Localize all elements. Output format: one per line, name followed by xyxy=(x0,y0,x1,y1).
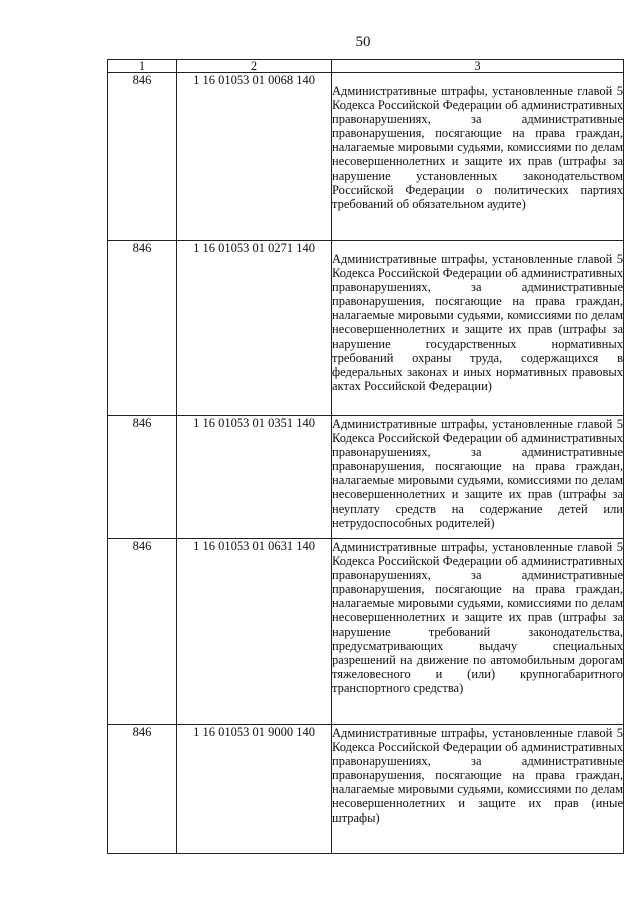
column-header-3: 3 xyxy=(332,60,624,73)
kbk-code-cell: 1 16 01053 01 0271 140 xyxy=(177,241,332,416)
page-number: 50 xyxy=(355,34,371,50)
kbk-code-cell: 1 16 01053 01 9000 140 xyxy=(177,725,332,854)
description-cell: Административные штрафы, установленные главой 5 Кодекса Российской Федерации об административных правонарушениях, за административные правонарушения, посягающие на права граждан, налагаемые мировыми судьями, комиссиями по делам несовершеннолетних и защите их прав (штрафы за нарушение государственных нормативных требований охраны труда, содержащихся в федеральных законах и иных нормативных правовых актах Российской Федерации) xyxy=(332,241,624,416)
table-header-row xyxy=(108,60,624,73)
admin-code-cell: 846 xyxy=(108,241,177,416)
column-header-1: 1 xyxy=(108,60,177,73)
table-row xyxy=(108,725,624,854)
table-row xyxy=(108,539,624,725)
table-row xyxy=(108,241,624,416)
description-cell: Административные штрафы, установленные главой 5 Кодекса Российской Федерации об административных правонарушениях, за административные правонарушения, посягающие на права граждан, налагаемые мировыми судьями, комиссиями по делам несовершеннолетних и защите их прав (штрафы за нарушение установленных законодательством Российской Федерации о политических партиях требований об обязательном аудите) xyxy=(332,73,624,241)
table-row xyxy=(108,73,624,241)
table-row xyxy=(108,416,624,539)
description-cell: Административные штрафы, установленные главой 5 Кодекса Российской Федерации об административных правонарушениях, за административные правонарушения, посягающие на права граждан, налагаемые мировыми судьями, комиссиями по делам несовершеннолетних и защите их прав (штрафы за неуплату средств на содержание детей или нетрудоспособных родителей) xyxy=(332,416,624,539)
kbk-code-cell: 1 16 01053 01 0068 140 xyxy=(177,73,332,241)
admin-code-cell: 846 xyxy=(108,73,177,241)
description-cell: Административные штрафы, установленные главой 5 Кодекса Российской Федерации об административных правонарушениях, за административные правонарушения, посягающие на права граждан, налагаемые мировыми судьями, комиссиями по делам несовершеннолетних и защите их прав (штрафы за нарушение требований законодательства, предусматривающих выдачу специальных разрешений на движение по автомобильным дорогам тяжеловесного и (или) крупногабаритного транспортного средства) xyxy=(332,539,624,725)
admin-code-cell: 846 xyxy=(108,416,177,539)
budget-classification-table xyxy=(107,59,624,854)
kbk-code-cell: 1 16 01053 01 0351 140 xyxy=(177,416,332,539)
description-cell: Административные штрафы, установленные главой 5 Кодекса Российской Федерации об административных правонарушениях, за административные правонарушения, посягающие на права граждан, налагаемые мировыми судьями, комиссиями по делам несовершеннолетних и защите их прав (иные штрафы) xyxy=(332,725,624,854)
admin-code-cell: 846 xyxy=(108,725,177,854)
column-header-2: 2 xyxy=(177,60,332,73)
admin-code-cell: 846 xyxy=(108,539,177,725)
kbk-code-cell: 1 16 01053 01 0631 140 xyxy=(177,539,332,725)
